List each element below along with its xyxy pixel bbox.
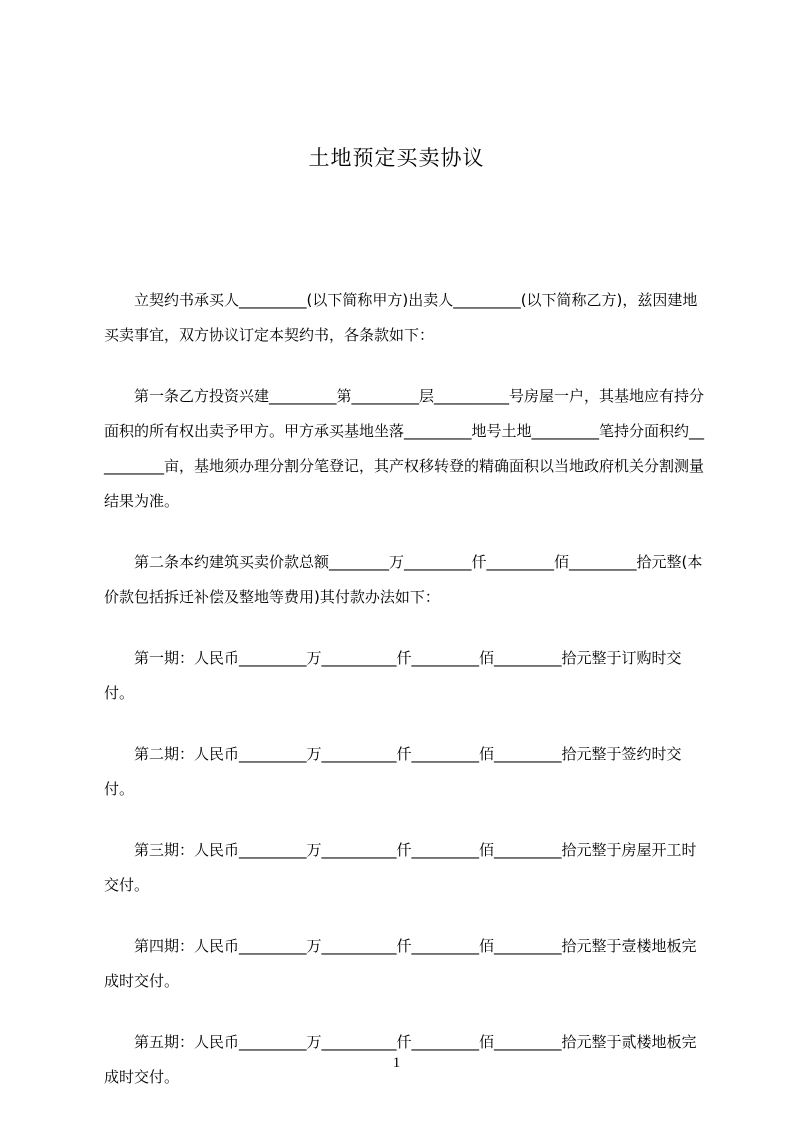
installment-3-paragraph: 第三期：人民币_________万__________仟_________佰_________拾元整于房屋开工时交付。 [104, 841, 697, 894]
document-title: 土地预定买卖协议 [308, 146, 485, 170]
installment-4-paragraph: 第四期：人民币_________万__________仟_________佰_________拾元整于壹楼地板完成时交付。 [104, 937, 697, 990]
installment-2-paragraph: 第二期：人民币_________万__________仟_________佰_________拾元整于签约时交付。 [104, 745, 682, 798]
installment-5-paragraph: 第五期：人民币_________万__________仟_________佰_________拾元整于贰楼地板完成时交付。 [104, 1033, 697, 1086]
document-body [104, 283, 704, 1121]
preamble-paragraph: 立契约书承买人_________(以下简称甲方)出卖人_________(以下简称乙方)，兹因建地买卖事宜，双方协议订定本契约书，各条款如下： [104, 291, 698, 344]
article-1-paragraph: 第一条乙方投资兴建_________第_________层__________号房屋一户，其基地应有持分面积的所有权出卖予甲方。甲方承买基地坐落_________地号土地_________笔持分面积约__________亩，基地须办理分割分笔登记，其产权移转登的精确面积以当地政府机关分割测量结果为准。 [104, 387, 705, 510]
page-number: 1 [392, 1055, 401, 1071]
article-2-paragraph: 第二条本约建筑买卖价款总额________万_________仟_________佰_________拾元整(本价款包括拆迁补偿及整地等费用)其付款办法如下： [104, 553, 703, 606]
installment-1-paragraph: 第一期：人民币_________万__________仟_________佰_________拾元整于订购时交付。 [104, 649, 682, 702]
